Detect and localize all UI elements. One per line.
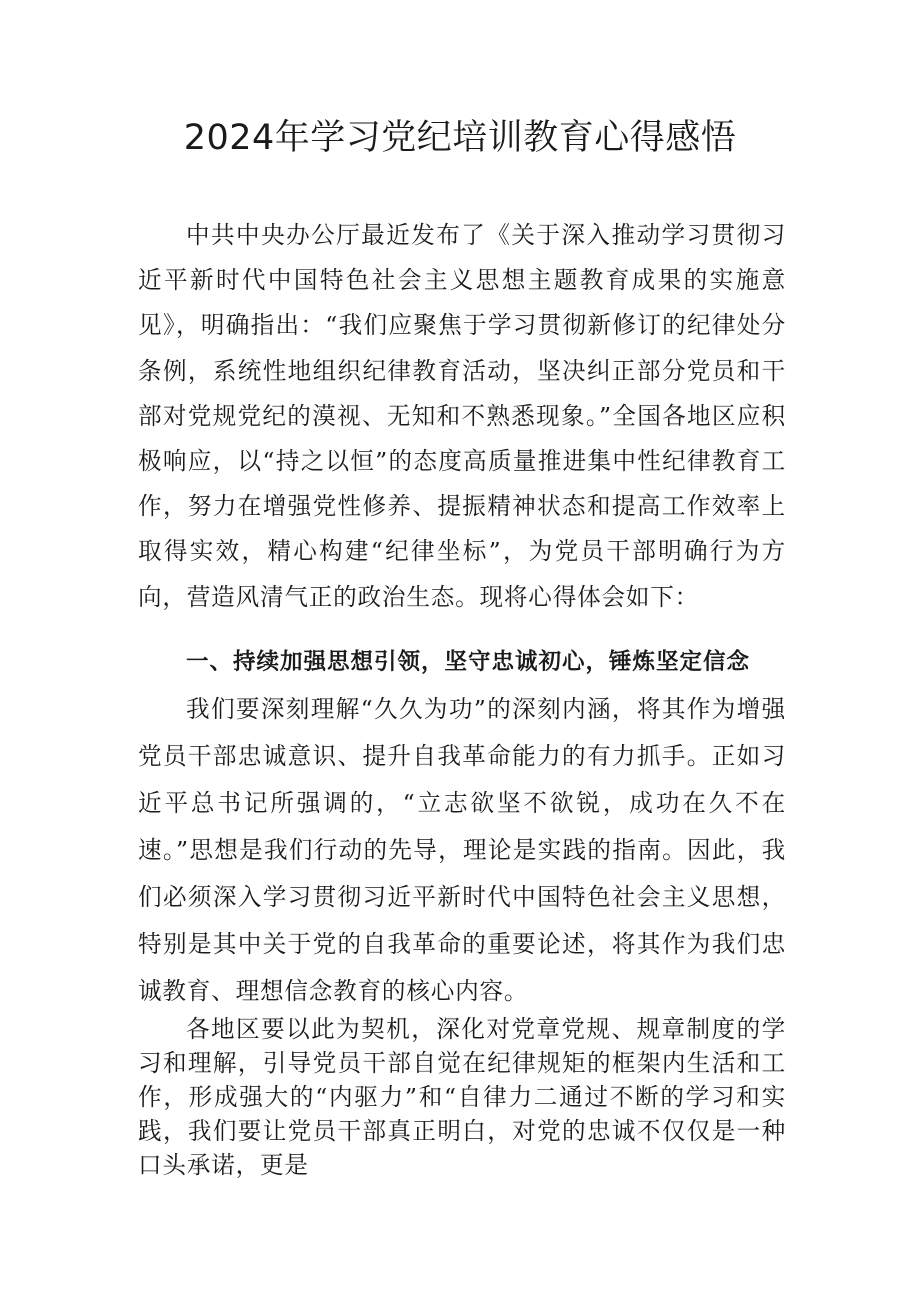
section-paragraph-2: 各地区要以此为契机，深化对党章党规、规章制度的学习和理解，引导党员干部自觉在纪律规矩的框架内生活和工作，形成强大的“内驱力”和“自律力二通过不断的学习和实践，我们要让党员干部真正明白，对党的忠诚不仅仅是一种口头承诺，更是 bbox=[138, 1015, 786, 1179]
intro-paragraph: 中共中央办公厅最近发布了《关于深入推动学习贯彻习近平新时代中国特色社会主义思想主题教育成果的实施意见》，明确指出：“我们应聚焦于学习贯彻新修订的纪律处分条例，系统性地组织纪律教育活动，坚决纠正部分党员和干部对党规党纪的漠视、无知和不熟悉现象。”全国各地区应积极响应，以“持之以恒”的态度高质量推进集中性纪律教育工作，努力在增强党性修养、提振精神状态和提高工作效率上取得实效，精心构建“纪律坐标”，为党员干部明确行为方向，营造风清气正的政治生态。现将心得体会如下： bbox=[138, 221, 786, 611]
section-heading: 一、持续加强思想引领，坚守忠诚初心，锤炼坚定信念 bbox=[186, 649, 751, 675]
section-paragraph-1: 我们要深刻理解“久久为功”的深刻内涵，将其作为增强党员干部忠诚意识、提升自我革命能力的有力抓手。正如习近平总书记所强调的，“立志欲坚不欲锐，成功在久不在速。”思想是我们行动的先导，理论是实践的指南。因此，我们必须深入学习贯彻习近平新时代中国特色社会主义思想，特别是其中关于党的自我革命的重要论述，将其作为我们忠诚教育、理想信念教育的核心内容。 bbox=[138, 695, 786, 1005]
document-title: 2024年学习党纪培训教育心得感悟 bbox=[183, 118, 737, 158]
